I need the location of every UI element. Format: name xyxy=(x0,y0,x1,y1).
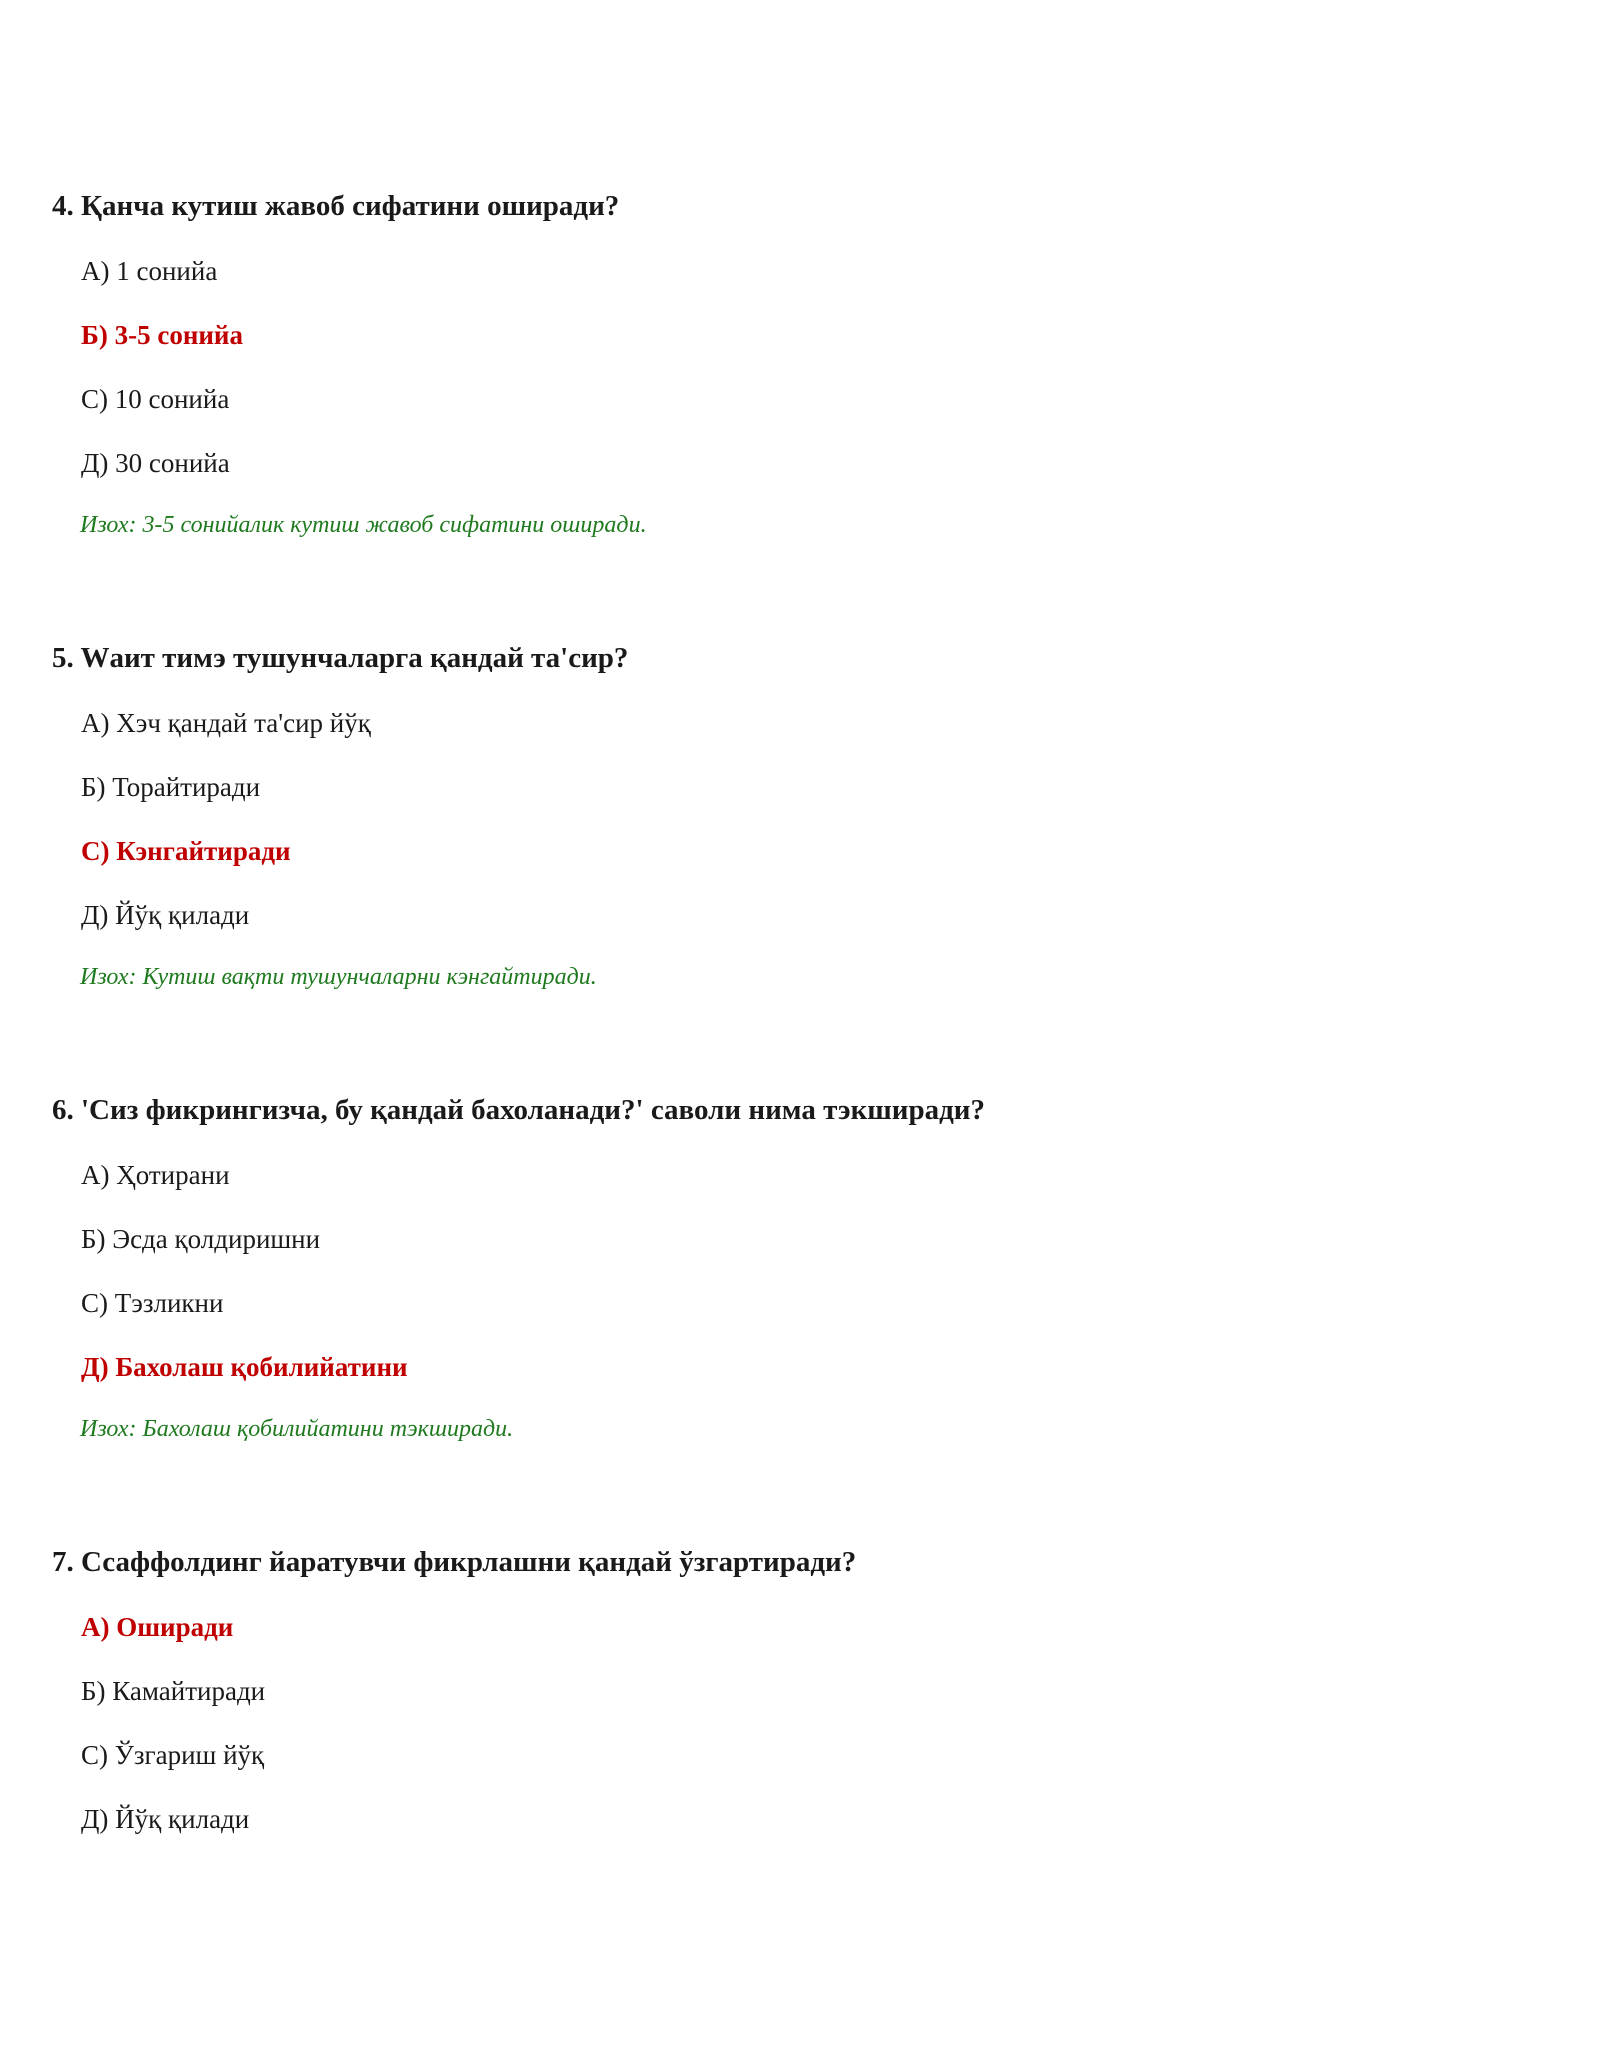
question-7 xyxy=(52,1544,1552,1834)
question-6 xyxy=(52,1092,1552,1442)
option-b: Б) Камайтиради xyxy=(81,1676,266,1706)
question-5 xyxy=(52,640,1552,990)
option-c: С) 10 сонийа xyxy=(81,384,230,414)
option-b-correct: Б) 3-5 сонийа xyxy=(81,320,243,350)
option-b: Б) Эсда қолдиришни xyxy=(81,1224,321,1254)
option-d: Д) Йўқ қилади xyxy=(81,900,250,930)
option-c: С) Ўзгариш йўқ xyxy=(81,1740,265,1770)
option-d: Д) 30 сонийа xyxy=(81,448,230,478)
question-title: 6. 'Сиз фикрингизча, бу қандай бахоланади?' саволи нима тэкширади? xyxy=(52,1094,985,1126)
option-b: Б) Торайтиради xyxy=(81,772,261,802)
option-a: А) Ҳотирани xyxy=(81,1160,230,1190)
question-4 xyxy=(52,188,1552,538)
explanation-note: Изох: Бахолаш қобилийатини тэкширади. xyxy=(80,1416,514,1442)
option-a-correct: А) Оширади xyxy=(81,1612,234,1642)
option-a: А) Хэч қандай та'сир йўқ xyxy=(81,708,371,738)
question-title: 7. Ссаффолдинг йаратувчи фикрлашни қандай ўзгартиради? xyxy=(52,1546,857,1578)
option-c-correct: С) Кэнгайтиради xyxy=(81,836,291,866)
explanation-note: Изох: 3-5 сонийалик кутиш жавоб сифатини оширади. xyxy=(80,512,647,538)
explanation-note: Изох: Кутиш вақти тушунчаларни кэнгайтиради. xyxy=(80,964,597,990)
option-d: Д) Йўқ қилади xyxy=(81,1804,250,1834)
option-a: А) 1 сонийа xyxy=(81,256,218,286)
option-c: С) Тэзликни xyxy=(81,1288,224,1318)
question-title: 4. Қанча кутиш жавоб сифатини оширади? xyxy=(52,190,620,222)
question-title: 5. Wаит тимэ тушунчаларга қандай та'сир? xyxy=(52,642,629,674)
option-d-correct: Д) Бахолаш қобилийатини xyxy=(81,1352,408,1382)
